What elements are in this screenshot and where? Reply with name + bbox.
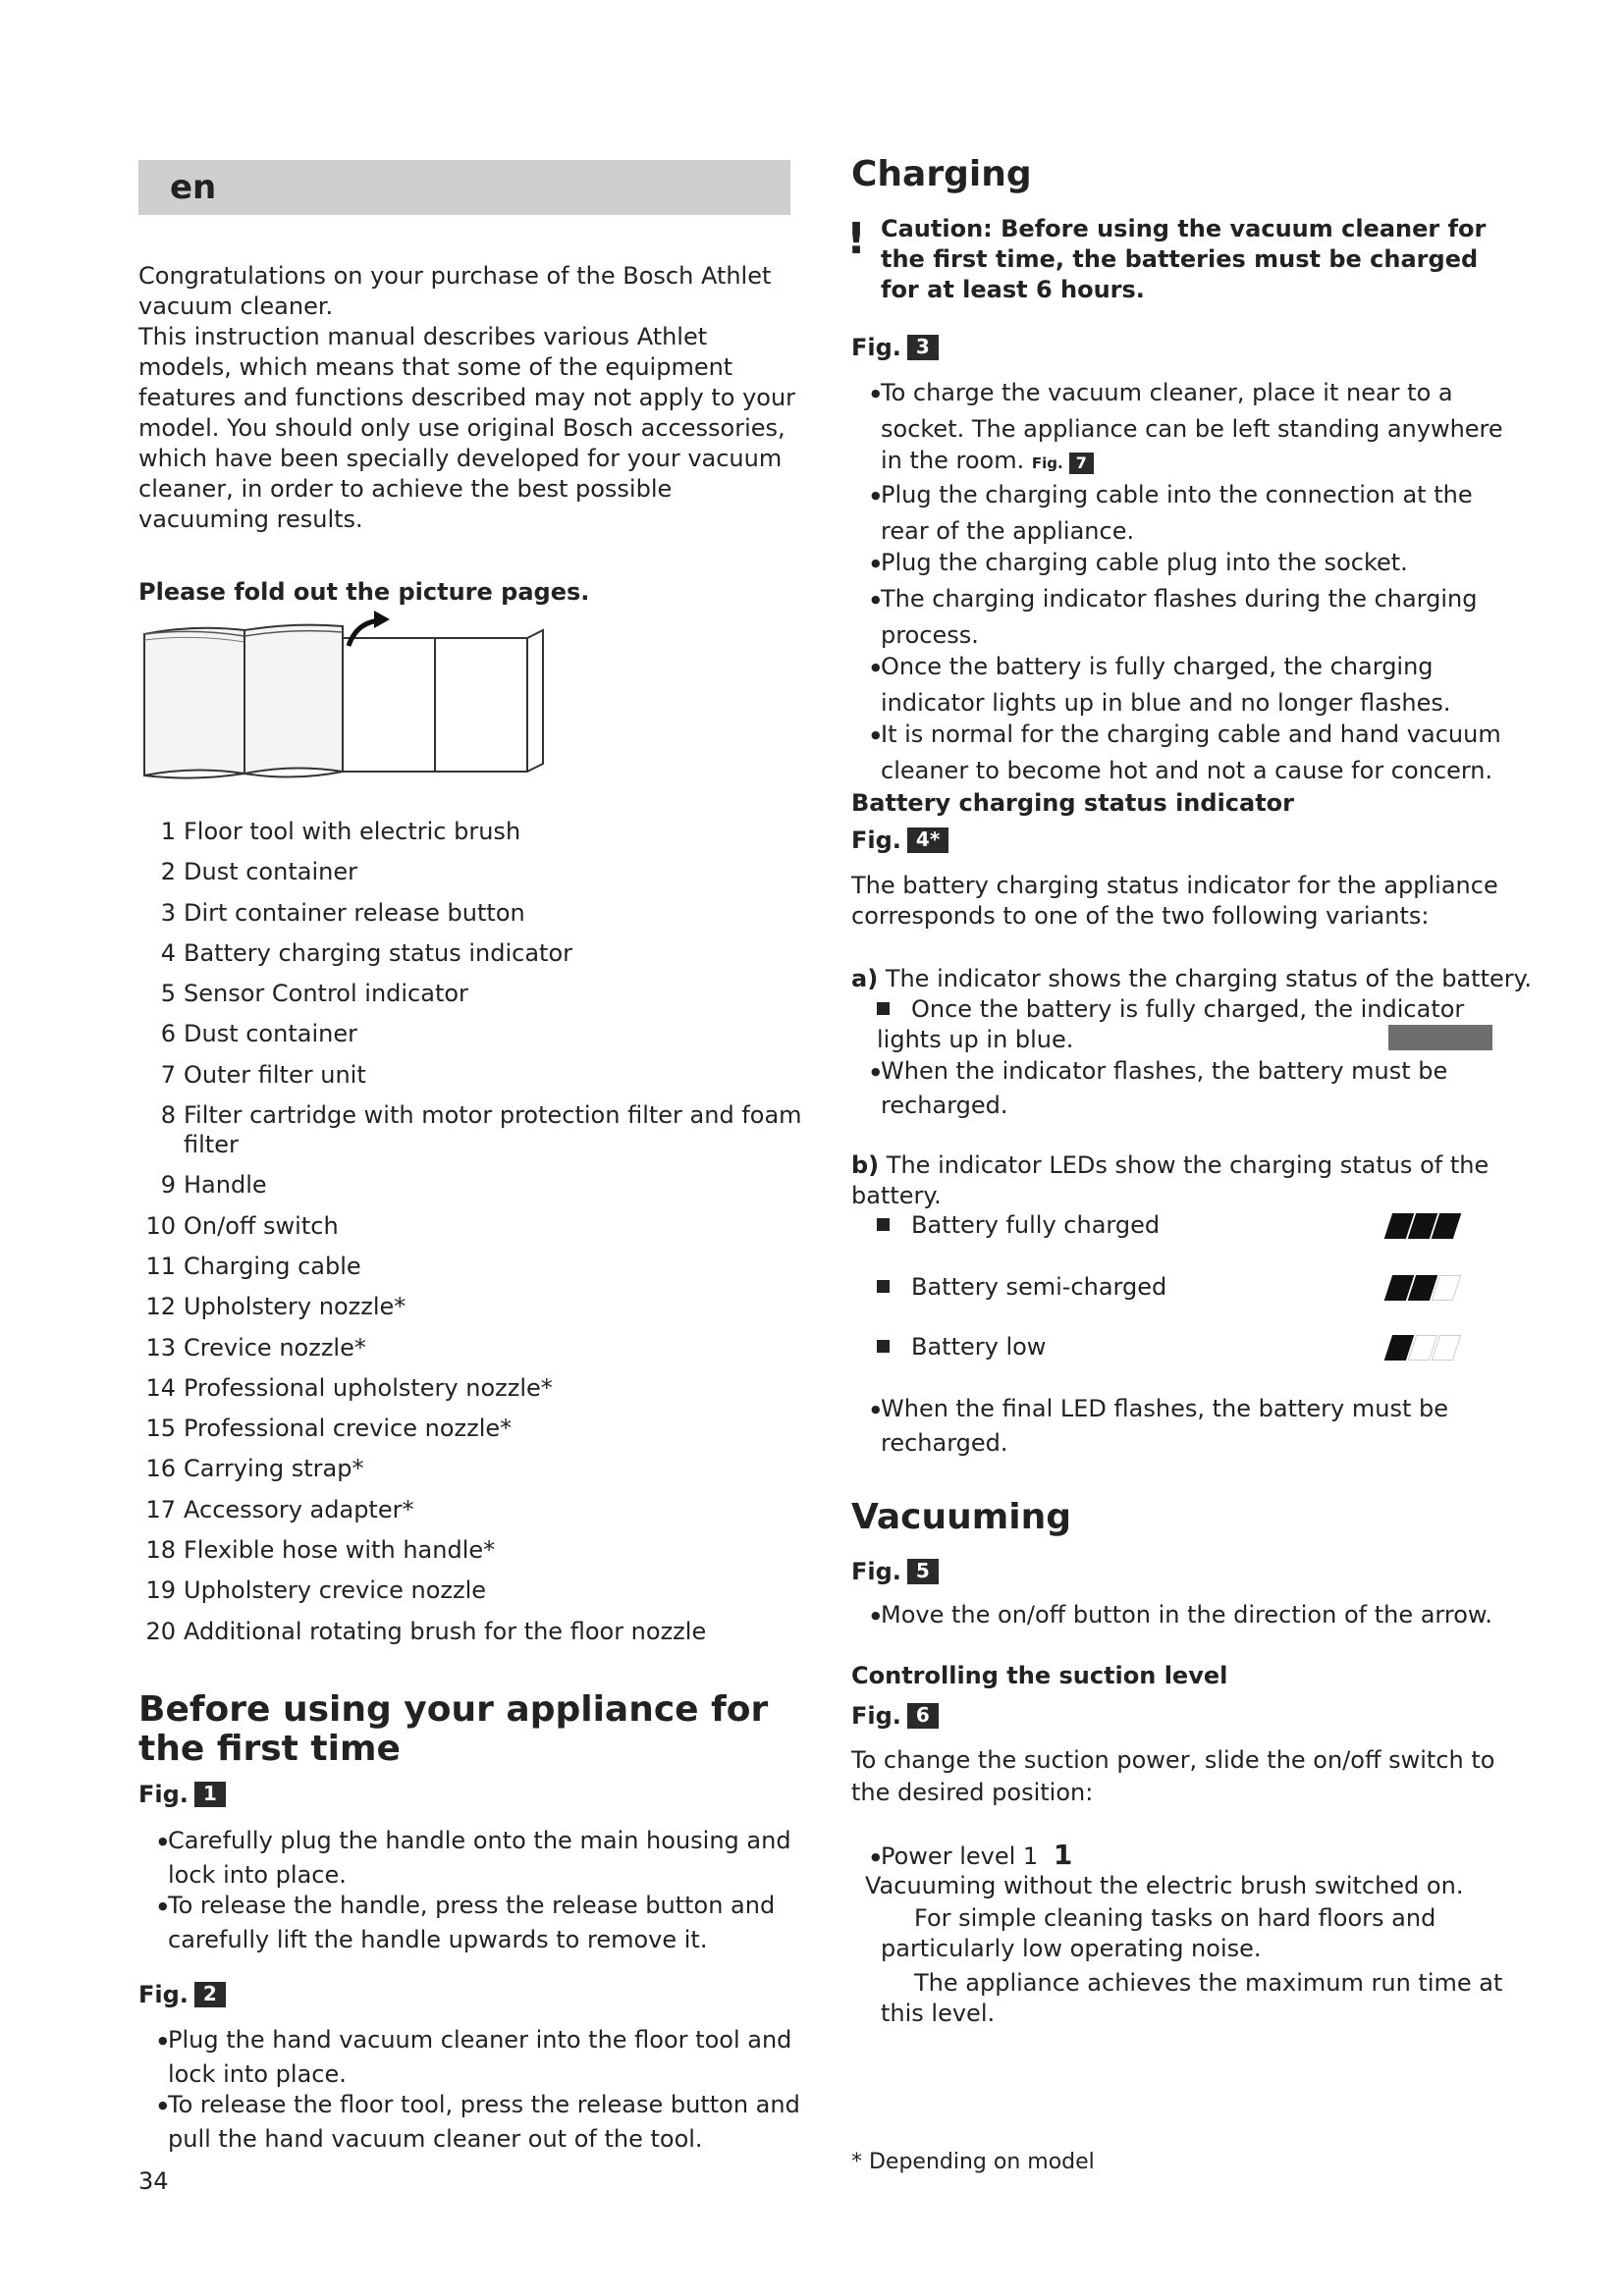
part-list-item (138, 979, 806, 1008)
battery-level-label: Battery low (911, 1333, 1047, 1361)
list-item-text: It is normal for the charging cable and hand vacuum cleaner to become hot and not a cause for concern. (881, 721, 1501, 784)
part-label: On/off switch (184, 1211, 339, 1240)
intro-paragraph-2: This instruction manual describes various Athlet models, which means that some of the equipment features and functions described may not apply to your model. You should only use original Bosch accessories, which have been specially developed for your vacuum cleaner, in order to achieve the best possible vacuuming results. (138, 323, 796, 533)
charging-heading: Charging (851, 154, 1032, 194)
fig-number-box: 2 (194, 1982, 226, 2007)
fig-text: Fig. (138, 1781, 189, 1808)
part-number: 3 (160, 898, 176, 927)
variant-a (851, 964, 1539, 994)
part-list-item (138, 1617, 806, 1646)
list-item: ●To release the floor tool, press the release button and pull the hand vacuum cleaner out of the tool. (158, 2091, 800, 2153)
footnote: * Depending on model (851, 2150, 1095, 2174)
part-number: 9 (160, 1171, 176, 1200)
part-list-item (138, 1414, 806, 1443)
list-item-text: To charge the vacuum cleaner, place it near to a socket. The appliance can be left standing anywhere in the room. (881, 379, 1503, 474)
language-bar (138, 160, 790, 215)
part-label: Dust container (184, 858, 357, 886)
fig7-inline-label (1032, 454, 1094, 472)
part-number: 20 (145, 1617, 176, 1645)
part-label: Upholstery nozzle* (184, 1293, 406, 1321)
fig1-label (138, 1781, 226, 1808)
part-list-item (138, 857, 806, 886)
list-item: ●Move the on/off button in the direction of the arrow. (871, 1601, 1492, 1629)
part-label: Filter cartridge with motor protection filter and foam filter (184, 1101, 802, 1159)
part-list-item (138, 1252, 806, 1281)
part-label: Battery charging status indicator (184, 938, 573, 967)
part-label: Additional rotating brush for the floor nozzle (184, 1617, 707, 1645)
part-label: Carrying strap* (184, 1455, 364, 1483)
fig1-instructions (158, 1826, 806, 1955)
intro-paragraph-1: Congratulations on your purchase of the Bosch Athlet vacuum cleaner. (138, 262, 772, 320)
part-list-item (138, 1292, 806, 1321)
fig2-instructions (158, 2025, 806, 2155)
list-item-text: To release the floor tool, press the release button and pull the hand vacuum cleaner out of the tool. (168, 2091, 800, 2153)
part-label: Floor tool with electric brush (184, 818, 521, 845)
parts-list (138, 817, 806, 1657)
fig-number-box: 7 (1069, 453, 1094, 474)
fig-text: Fig. (851, 827, 901, 854)
list-item-text: The charging indicator flashes during the charging process. (881, 585, 1478, 649)
list-item-text: Once the battery is fully charged, the charging indicator lights up in blue and no longer flashes. (881, 653, 1451, 717)
part-label: Flexible hose with handle* (184, 1536, 496, 1565)
part-list-item (138, 1019, 806, 1048)
part-label: Outer filter unit (184, 1060, 366, 1089)
part-label: Professional crevice nozzle* (184, 1415, 513, 1443)
variant-a-label: a) (851, 965, 879, 992)
part-number: 2 (160, 858, 176, 886)
variant-b (851, 1150, 1499, 1211)
fig-number-box: 4* (907, 828, 948, 853)
fig4-label (851, 827, 948, 854)
variant-b-text: The indicator LEDs show the charging status of the battery. (851, 1151, 1489, 1209)
part-label: Professional upholstery nozzle* (184, 1373, 553, 1402)
part-number: 13 (145, 1333, 176, 1362)
square-bullet-icon (877, 1002, 890, 1015)
list-item: ●To charge the vacuum cleaner, place it near to a socket. The appliance can be left standing anywhere in the room. Fig. 7 (871, 379, 1503, 474)
part-number: 6 (160, 1020, 176, 1048)
list-item-text: Plug the hand vacuum cleaner into the floor tool and lock into place. (168, 2026, 792, 2088)
part-number: 4 (160, 938, 176, 967)
square-bullet-icon (877, 1280, 890, 1293)
battery-led-indicator (1388, 1275, 1457, 1301)
part-label: Crevice nozzle* (184, 1333, 366, 1362)
power-level-label: Power level 1 (881, 1842, 1039, 1870)
fig6-label (851, 1702, 939, 1730)
suction-heading: Controlling the suction level (851, 1662, 1228, 1689)
battery-led-indicator (1388, 1213, 1457, 1239)
list-item-text: Move the on/off button in the direction of the arrow. (881, 1601, 1492, 1629)
part-number: 17 (145, 1495, 176, 1523)
page-number: 34 (138, 2167, 169, 2195)
list-item-text: Plug the charging cable plug into the socket. (881, 549, 1408, 576)
part-number: 7 (160, 1060, 176, 1089)
list-item: ●Carefully plug the handle onto the main housing and lock into place. (158, 1827, 791, 1889)
part-label: Handle (184, 1171, 267, 1200)
part-number: 19 (145, 1576, 176, 1605)
fig-text: Fig. (1031, 454, 1063, 472)
part-number: 10 (145, 1211, 176, 1240)
vacuuming-instruction (871, 1600, 1529, 1634)
variant-a-text: The indicator shows the charging status of the battery. (885, 965, 1533, 992)
part-list-item (138, 817, 806, 846)
fold-heading: Please fold out the picture pages. (138, 578, 590, 606)
fig5-label (851, 1558, 939, 1585)
part-label: Dirt container release button (184, 898, 525, 927)
suction-intro: To change the suction power, slide the on/off switch to the desired position: (851, 1746, 1495, 1806)
part-label: Upholstery crevice nozzle (184, 1576, 487, 1605)
power-level-item: ●Power level 1 1 (871, 1839, 1073, 1871)
list-item: ●It is normal for the charging cable and hand vacuum cleaner to become hot and not a cause for concern. (871, 721, 1501, 784)
before-use-heading: Before using your appliance for the first time (138, 1689, 769, 1769)
power-level-description: Vacuuming without the electric brush switched on. (865, 1872, 1464, 1899)
part-number: 14 (145, 1373, 176, 1402)
list-item: ●To release the handle, press the release button and carefully lift the handle upwards to remove it. (158, 1892, 776, 1953)
intro-text (138, 261, 798, 535)
fig-text: Fig. (851, 334, 901, 361)
list-item: ●When the final LED flashes, the battery must be recharged. (871, 1395, 1448, 1457)
fig-number-box: 5 (907, 1559, 939, 1584)
caution-text: Caution: Before using the vacuum cleaner for the first time, the batteries must be charged for at least 6 hours. (881, 215, 1487, 303)
battery-level-label: Battery fully charged (911, 1211, 1161, 1239)
fig-text: Fig. (851, 1702, 901, 1730)
list-item-text: When the indicator flashes, the battery must be recharged. (881, 1057, 1448, 1119)
square-bullet-icon (877, 1340, 890, 1353)
list-item: ●Plug the charging cable into the connection at the rear of the appliance. (871, 481, 1473, 545)
part-list-item (138, 1575, 806, 1605)
list-item-text: When the final LED flashes, the battery must be recharged. (881, 1395, 1448, 1457)
language-label: en (170, 168, 217, 207)
list-item: ●The charging indicator flashes during the charging process. (871, 585, 1478, 649)
list-item-text: Carefully plug the handle onto the main housing and lock into place. (168, 1827, 791, 1889)
part-list-item (138, 1495, 806, 1524)
part-label: Charging cable (184, 1252, 361, 1280)
fig2-label (138, 1981, 226, 2008)
part-number: 15 (145, 1415, 176, 1443)
part-list-item (138, 898, 806, 928)
power-level-number: 1 (1053, 1839, 1073, 1871)
part-list-item (138, 1100, 806, 1159)
battery-status-intro: The battery charging status indicator for the appliance corresponds to one of the two following variants: (851, 872, 1498, 930)
variant-a-item-text: Once the battery is fully charged, the indicator lights up in blue. (877, 995, 1465, 1053)
part-list-item (138, 1060, 806, 1090)
part-number: 5 (160, 980, 176, 1008)
list-item-text: To release the handle, press the release button and carefully lift the handle upwards to remove it. (168, 1892, 776, 1953)
part-number: 1 (160, 818, 176, 845)
list-item-text: Plug the charging cable into the connection at the rear of the appliance. (881, 481, 1473, 545)
part-number: 16 (145, 1455, 176, 1483)
list-item: ●Once the battery is fully charged, the charging indicator lights up in blue and no longer flashes. (871, 653, 1451, 717)
part-list-item (138, 1333, 806, 1362)
part-label: Sensor Control indicator (184, 980, 468, 1008)
part-number: 18 (145, 1536, 176, 1565)
part-number: 8 (160, 1101, 176, 1130)
part-list-item (138, 1535, 806, 1565)
battery-level-label: Battery semi-charged (911, 1273, 1167, 1301)
part-number: 12 (145, 1293, 176, 1321)
fig-number-box: 6 (907, 1703, 939, 1729)
battery-led-indicator (1388, 1335, 1457, 1361)
indicator-bar (1388, 1025, 1492, 1050)
variant-b-label: b) (851, 1151, 880, 1179)
part-number: 11 (145, 1252, 176, 1280)
part-list-item (138, 1373, 806, 1403)
power-level-paragraph-2: The appliance achieves the maximum run time at this level. (881, 1969, 1503, 2027)
fig-text: Fig. (138, 1981, 189, 2008)
part-list-item (138, 1454, 806, 1483)
fig-number-box: 3 (907, 335, 939, 360)
fig-number-box: 1 (194, 1782, 226, 1807)
list-item: ●When the indicator flashes, the battery must be recharged. (871, 1057, 1448, 1119)
part-label: Accessory adapter* (184, 1495, 414, 1523)
list-item: ●Plug the hand vacuum cleaner into the floor tool and lock into place. (158, 2026, 792, 2088)
caution-icon: ! (846, 214, 867, 264)
part-list-item (138, 938, 806, 968)
variant-b-flash-item (871, 1394, 1509, 1459)
fig3-label (851, 334, 939, 361)
list-item: ●Plug the charging cable plug into the socket. (871, 549, 1408, 576)
square-bullet-icon (877, 1218, 890, 1231)
part-list-item (138, 1211, 806, 1241)
fold-out-illustration (138, 607, 551, 781)
fig-text: Fig. (851, 1558, 901, 1585)
battery-status-heading: Battery charging status indicator (851, 789, 1295, 817)
variant-a-flash-item (871, 1056, 1509, 1121)
charging-instructions (871, 377, 1509, 786)
power-level-paragraph-1: For simple cleaning tasks on hard floors and particularly low operating noise. (881, 1904, 1436, 1962)
part-label: Dust container (184, 1020, 357, 1048)
vacuuming-heading: Vacuuming (851, 1497, 1072, 1537)
part-list-item (138, 1170, 806, 1200)
